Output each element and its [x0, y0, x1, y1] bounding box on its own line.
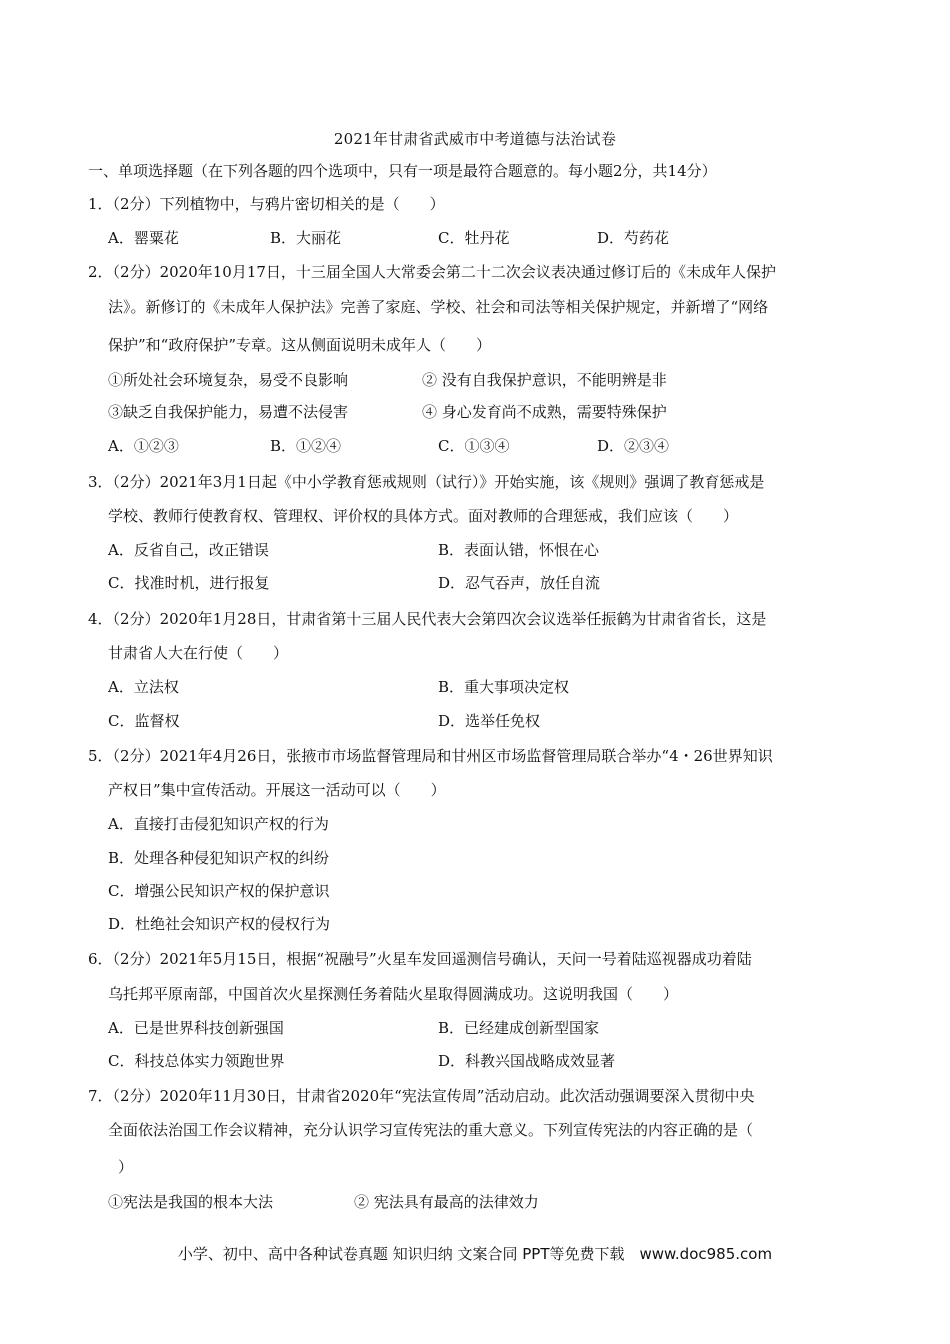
question-6-line-1: 6．（2分）2021年5月15日，根据“祝融号”火星车发回遥测信号确认，天问一号着陆巡视器成功着陆	[88, 950, 752, 968]
q5-option-b: B．处理各种侵犯知识产权的纠纷	[108, 849, 330, 867]
q5-option-d: D．杜绝社会知识产权的侵权行为	[108, 915, 331, 933]
question-2-line-2: 法》。新修订的《未成年人保护法》完善了家庭、学校、社会和司法等相关保护规定，并新增了“网络	[108, 298, 769, 316]
question-3-line-2: 学校、教师行使教育权、管理权、评价权的具体方式。面对教师的合理惩戒，我们应该（ ）	[108, 507, 739, 525]
q2-option-b: B．①②④	[270, 437, 342, 455]
q2-statement-3: ③缺乏自我保护能力，易遭不法侵害	[108, 403, 349, 421]
q5-option-a: A．直接打击侵犯知识产权的行为	[108, 815, 329, 833]
question-7-line-3: ）	[118, 1158, 134, 1176]
q2-option-c: C．①③④	[438, 437, 510, 455]
q3-option-b: B．表面认错，怀恨在心	[438, 541, 600, 559]
q5-option-c: C．增强公民知识产权的保护意识	[108, 882, 330, 900]
q2-option-a: A．①②③	[108, 437, 179, 455]
q2-statement-4: ④ 身心发育尚不成熟，需要特殊保护	[422, 403, 667, 421]
question-2-line-3: 保护”和“政府保护”专章。这从侧面说明未成年人（ ）	[108, 336, 492, 354]
exam-title: 2021年甘肃省武威市中考道德与法治试卷	[333, 130, 617, 148]
q2-statement-1: ①所处社会环境复杂，易受不良影响	[108, 371, 349, 389]
q2-option-d: D．②③④	[597, 437, 670, 455]
question-5-line-1: 5．（2分）2021年4月26日，张掖市市场监督管理局和甘州区市场监督管理局联合举办“4・26世界知识	[88, 747, 773, 765]
question-5-line-2: 产权日”集中宣传活动。开展这一活动可以（ ）	[108, 781, 446, 799]
q6-option-d: D．科教兴国战略成效显著	[438, 1052, 616, 1070]
q7-statement-1: ①宪法是我国的根本大法	[108, 1193, 274, 1211]
q3-option-a: A．反省自己，改正错误	[108, 541, 269, 559]
question-4-line-1: 4．（2分）2020年1月28日，甘肃省第十三届人民代表大会第四次会议选举任振鹤为甘肃省省长，这是	[88, 610, 767, 628]
question-6-line-2: 乌托邦平原南部，中国首次火星探测任务着陆火星取得圆满成功。这说明我国（ ）	[108, 985, 679, 1003]
question-7-line-1: 7．（2分）2020年11月30日，甘肃省2020年“宪法宣传周”活动启动。此次活动强调要深入贯彻中央	[88, 1087, 755, 1105]
footer-watermark: 小学、初中、高中各种试卷真题 知识归纳 文案合同 PPT等免费下载 www.doc985.com	[177, 1245, 773, 1263]
q3-option-d: D．忍气吞声，放任自流	[438, 574, 601, 592]
question-2-line-1: 2．（2分）2020年10月17日，十三届全国人大常委会第二十二次会议表决通过修订后的《未成年人保护	[88, 263, 776, 281]
q6-option-b: B．已经建成创新型国家	[438, 1019, 600, 1037]
q1-option-a: A．罂粟花	[108, 229, 179, 247]
question-4-line-2: 甘肃省人大在行使（ ）	[108, 644, 289, 662]
question-1-stem: 1．（2分）下列植物中，与鸦片密切相关的是（ ）	[88, 195, 445, 213]
q6-option-c: C．科技总体实力领跑世界	[108, 1052, 285, 1070]
q1-option-b: B．大丽花	[270, 229, 342, 247]
section-heading: 一、单项选择题（在下列各题的四个选项中，只有一项是最符合题意的。每小题2分，共14分）	[88, 162, 717, 180]
q4-option-c: C．监督权	[108, 712, 180, 730]
q2-statement-2: ② 没有自我保护意识，不能明辨是非	[422, 371, 667, 389]
question-7-line-2: 全面依法治国工作会议精神，充分认识学习宣传宪法的重大意义。下列宣传宪法的内容正确的是（	[108, 1121, 754, 1139]
q7-statement-2: ② 宪法具有最高的法律效力	[354, 1193, 539, 1211]
q6-option-a: A．已是世界科技创新强国	[108, 1019, 284, 1037]
q3-option-c: C．找准时机，进行报复	[108, 574, 270, 592]
q4-option-a: A．立法权	[108, 678, 179, 696]
q4-option-b: B．重大事项决定权	[438, 678, 570, 696]
q4-option-d: D．选举任免权	[438, 712, 541, 730]
q1-option-d: D．芍药花	[597, 229, 670, 247]
question-3-line-1: 3．（2分）2021年3月1日起《中小学教育惩戒规则（试行）》开始实施，该《规则》强调了教育惩戒是	[88, 473, 765, 491]
q1-option-c: C．牡丹花	[438, 229, 510, 247]
